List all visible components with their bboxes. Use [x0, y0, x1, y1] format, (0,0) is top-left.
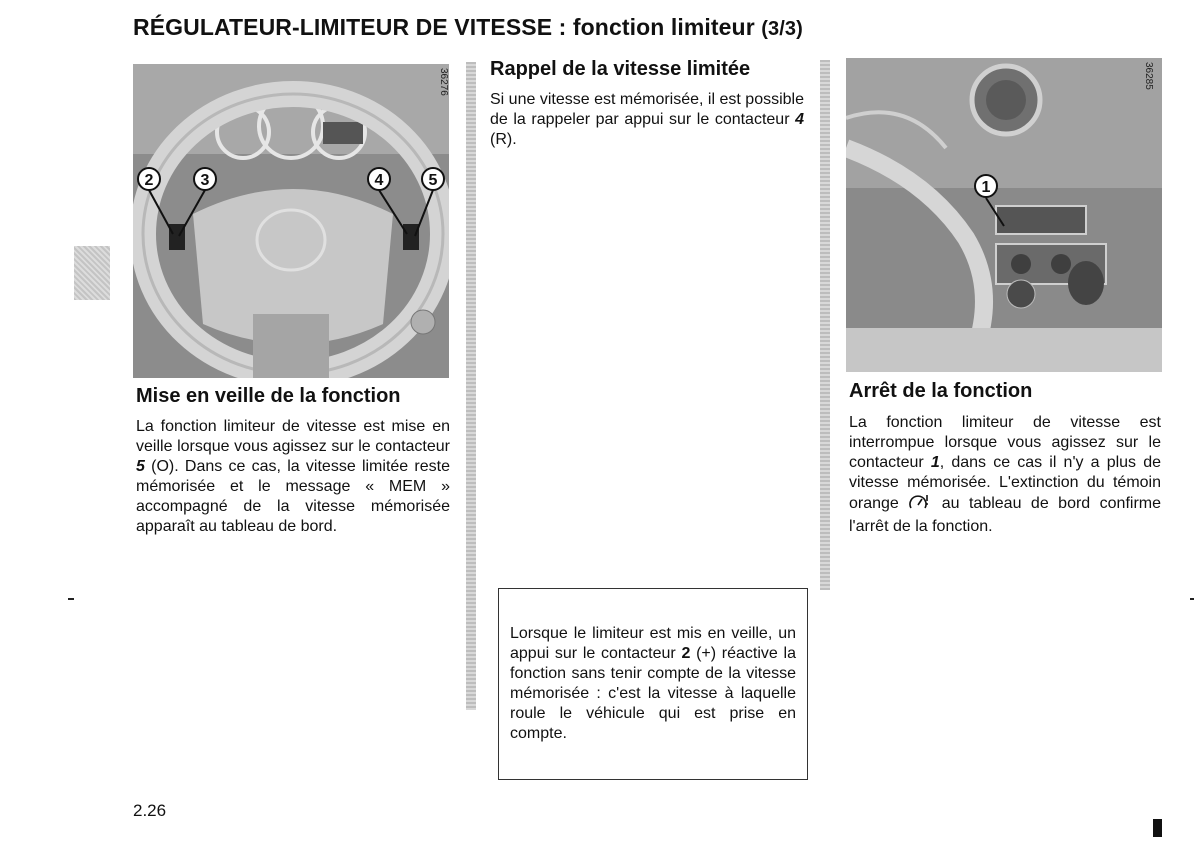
photo-ref-code: 36285 [1143, 62, 1154, 90]
note-paragraph [510, 624, 796, 744]
standby-ref-number: 5 [136, 458, 145, 475]
photo-ref-code: 36276 [438, 68, 449, 96]
dashboard-photo [846, 58, 1162, 372]
callout-5 [422, 168, 444, 190]
standby-text-1: La fonction limiteur de vitesse est mise en veille lorsque vous agissez sur le contacteur [136, 418, 450, 455]
margin-tick-right [1190, 598, 1194, 600]
standby-paragraph [136, 417, 450, 537]
section-heading-stop: Arrêt de la fonction [849, 380, 1033, 402]
recall-text-2: (R). [490, 131, 517, 148]
section-end-mark [1153, 819, 1162, 837]
column-divider-left [466, 62, 476, 710]
note-text-1: Lorsque le limiteur est mis en veille, un appui sur le contacteur [510, 625, 796, 662]
stop-text-2: , dans ce cas il n'y a plus de vitesse mémorisée. L'extinction du témoin orange [849, 454, 1161, 512]
speed-limiter-warning-icon [908, 493, 932, 517]
standby-text-2: (O). Dans ce cas, la vitesse limitée reste mémorisée et le message « MEM » accompagné de la vitesse mémorisée apparaît au tableau de bord. [136, 458, 450, 535]
svg-text:5: 5 [428, 172, 438, 189]
section-heading-standby: Mise en veille de la fonction [136, 385, 401, 407]
svg-text:4: 4 [374, 172, 384, 189]
note-text-2: (+) réactive la fonction sans tenir compte de la vitesse mémorisée : c'est la vitesse à laquelle roule le véhicule qui est prise en compte. [510, 645, 796, 742]
margin-tick-left [68, 598, 74, 600]
svg-text:2: 2 [144, 172, 154, 189]
svg-text:3: 3 [200, 172, 210, 189]
page-title [133, 14, 803, 41]
stop-paragraph [849, 413, 1161, 537]
column-divider-right [820, 60, 830, 590]
recall-text-1: Si une vitesse est mémorisée, il est possible de la rappeler par appui sur le contacteur [490, 91, 804, 128]
stop-text-3: au tableau de bord confirme l'arrêt de la fonction. [849, 495, 1162, 535]
note-ref-number: 2 [681, 645, 691, 662]
steering-wheel-photo [133, 64, 449, 378]
page-title-text: RÉGULATEUR-LIMITEUR DE VITESSE : fonction limiteur [133, 14, 755, 40]
page-title-suffix: (3/3) [761, 18, 803, 40]
callout-4 [368, 168, 390, 190]
page-number: 2.26 [133, 801, 167, 820]
section-heading-recall: Rappel de la vitesse limitée [490, 58, 751, 80]
recall-ref-number: 4 [795, 111, 804, 128]
callout-3 [194, 168, 216, 190]
stop-text-1: La fonction limiteur de vitesse est interrompue lorsque vous agissez sur le contacteur [849, 414, 1161, 471]
callout-1 [975, 175, 997, 197]
callout-2 [138, 168, 160, 190]
svg-text:1: 1 [981, 179, 991, 196]
recall-paragraph [490, 90, 804, 150]
chapter-margin-tab [74, 246, 110, 300]
stop-ref-number: 1 [930, 454, 940, 471]
